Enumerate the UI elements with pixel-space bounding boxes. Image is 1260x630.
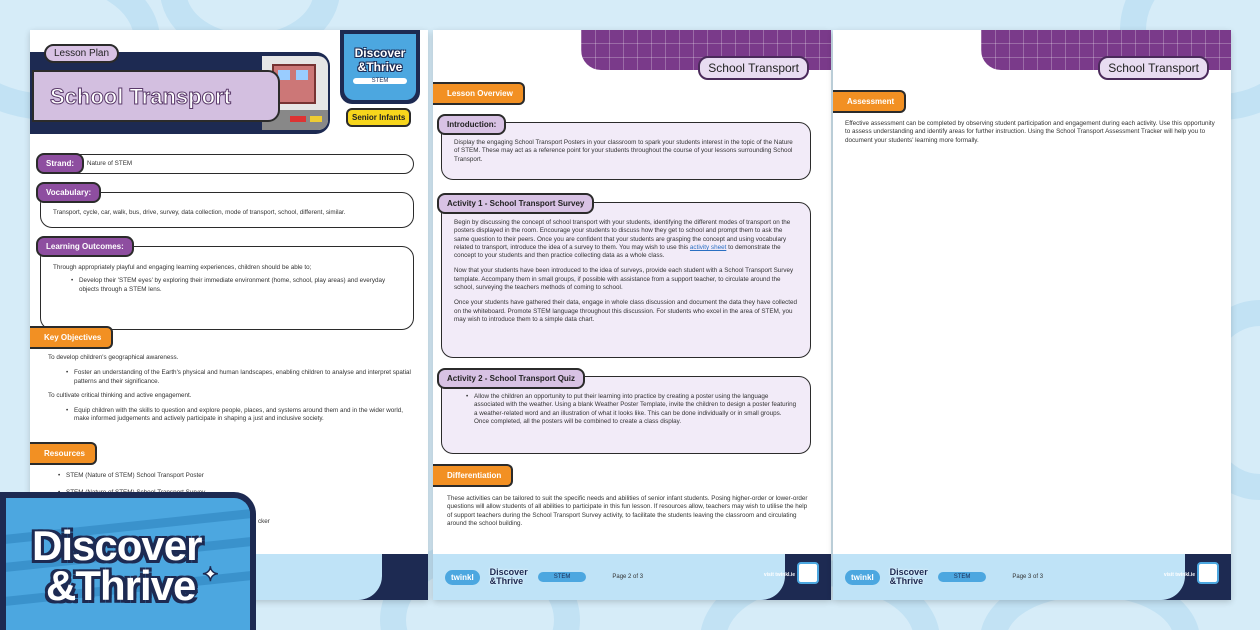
level-badge: Senior Infants	[346, 108, 411, 127]
activity-2-label: Activity 2 - School Transport Quiz	[437, 368, 585, 389]
strand-value: Nature of STEM	[87, 160, 133, 167]
activity-1-p2: Now that your students have been introduced to the idea of surveys, provide each student with a School Transport Survey template. Accompany them in small groups, if possible with assistance from a support teacher, to circulate around the school, surveying the teachers methods of coming to school.	[454, 267, 794, 292]
twinkl-badge-icon	[1197, 562, 1219, 584]
introduction-label: Introduction:	[437, 114, 506, 135]
page-3-footer	[833, 554, 1231, 600]
assessment-text: Effective assessment can be completed by observing student participation and engagement during each activity. Use this opportunity to assess understanding and identify areas for further instruction. Using the School Transport Assessment Tracker will help you to document your students' learning more formally.	[845, 120, 1215, 144]
brand-stem-pill: STEM	[353, 78, 407, 84]
objective-1: To develop children's geographical awareness.	[48, 354, 179, 361]
key-objectives-label: Key Objectives	[30, 326, 113, 349]
page-title: School Transport	[32, 70, 280, 122]
resource-1[interactable]: • STEM (Nature of STEM) School Transport Poster	[66, 472, 414, 480]
vocabulary-label: Vocabulary:	[36, 182, 101, 203]
footer-stem-pill: STEM	[538, 572, 587, 582]
activity-1-p3: Once your students have gathered their data, engage in whole class discussion and document the data they have collected on the whiteboard. Promote STEM language throughout this discussion. For students who excel in the area of STEM, you may wish to introduce them to a simple data chart.	[454, 299, 798, 323]
differentiation-text: These activities can be tailored to suit the specific needs and abilities of senior infant students. Posing higher-order or lower-order questions will allow students of all abilities to participate in this fun lesson. If resources allow, teachers may wish to utilise the help of support teachers during the School Transport Survey activity, to facilitate the students leaving the classroom and circulating around the school building.	[447, 495, 808, 527]
footer-stem-pill: STEM	[938, 572, 987, 582]
differentiation-label: Differentiation	[433, 464, 513, 487]
vocabulary-text: Transport, cycle, car, walk, bus, drive, survey, data collection, mode of transport, school, different, similar.	[53, 209, 346, 216]
strand-box	[40, 154, 414, 174]
page-2-number: Page 2 of 3	[612, 574, 644, 580]
page-3	[833, 30, 1231, 600]
introduction-text: Display the engaging School Transport Posters in your classroom to spark your students interest in the topic of the Nature of STEM. These may act as a reference point for your students throughout the course of your lessons surrounding School Transport.	[454, 139, 793, 163]
activity-1-p1a: Begin by discussing the concept of school transport with your students, identifying the different modes of transport on the posters displayed in the room. Encourage your students to discuss how they get to school and prompt them to ask the same question to their peers. Once you are confident that your students are grasping the concept and using vocabulary related to transport, introduce the idea of a survey to them. You may wish to use this	[454, 219, 791, 251]
visit-link[interactable]: visit twinkl.ie	[1163, 572, 1195, 578]
twinkl-badge-icon	[797, 562, 819, 584]
discover-thrive-logo	[0, 492, 256, 630]
brand-logo-card	[340, 30, 420, 104]
lesson-overview-label: Lesson Overview	[433, 82, 525, 105]
objectives-block	[48, 354, 414, 424]
sparkle-icon: ✦	[202, 564, 219, 586]
activity-1-label: Activity 1 - School Transport Survey	[437, 193, 594, 214]
strand-label: Strand:	[36, 153, 84, 174]
page-2-header-title: School Transport	[698, 56, 809, 80]
footer-brand: Discover &Thrive	[489, 567, 528, 586]
activity-1-p1b: to demonstrate the concept to your students and then practice collecting data as a whole class.	[454, 243, 781, 260]
outcomes-bullet: • Develop their 'STEM eyes' by exploring their immediate environment (home, school, play areas) and everyday objects through a STEM lens.	[79, 277, 401, 294]
resource-3-fragment: cker	[258, 518, 270, 525]
page-2	[433, 30, 831, 600]
assessment-label: Assessment	[833, 90, 906, 113]
activity-2-text: • Allow the children an opportunity to put their learning into practice by creating a poster using the language associated with the weather. Using a blank Weather Poster Template, invite the children to design a poster featuring a weather-related word and an illustration of what it looks like. This can be done individually or in small groups. Once completed, all the posters will be combined to create a class display.	[474, 393, 798, 426]
activity-sheet-link[interactable]: activity sheet	[689, 243, 727, 251]
logo-line-1: Discover	[32, 522, 202, 569]
outcomes-intro: Through appropriately playful and engaging learning experiences, children should be able to;	[53, 264, 312, 271]
footer-brand: Discover &Thrive	[889, 567, 928, 586]
brand-line-2: &Thrive	[357, 60, 403, 74]
outcomes-box	[40, 246, 414, 330]
page-3-header-title: School Transport	[1098, 56, 1209, 80]
page-2-footer	[433, 554, 831, 600]
outcomes-label: Learning Outcomes:	[36, 236, 134, 257]
twinkl-logo: twinkl	[445, 570, 480, 585]
twinkl-logo: twinkl	[845, 570, 880, 585]
lesson-plan-badge: Lesson Plan	[44, 44, 119, 63]
logo-line-2: &Thrive	[46, 562, 196, 609]
visit-link[interactable]: visit twinkl.ie	[763, 572, 795, 578]
activity-1-box	[441, 202, 811, 358]
brand-line-1: Discover	[354, 46, 406, 60]
objective-1-bullet: • Foster an understanding of the Earth's physical and human landscapes, enabling children to analyse and interpret spatial patterns and their significance.	[74, 369, 414, 386]
page-3-number: Page 3 of 3	[1012, 574, 1044, 580]
objective-2-bullet: • Equip children with the skills to question and explore people, places, and systems around them and in the wider world, make informed judgements and actively participate in shaping a just and inclusive society.	[74, 407, 414, 424]
resources-label: Resources	[30, 442, 97, 465]
objective-2: To cultivate critical thinking and active engagement.	[48, 391, 192, 399]
